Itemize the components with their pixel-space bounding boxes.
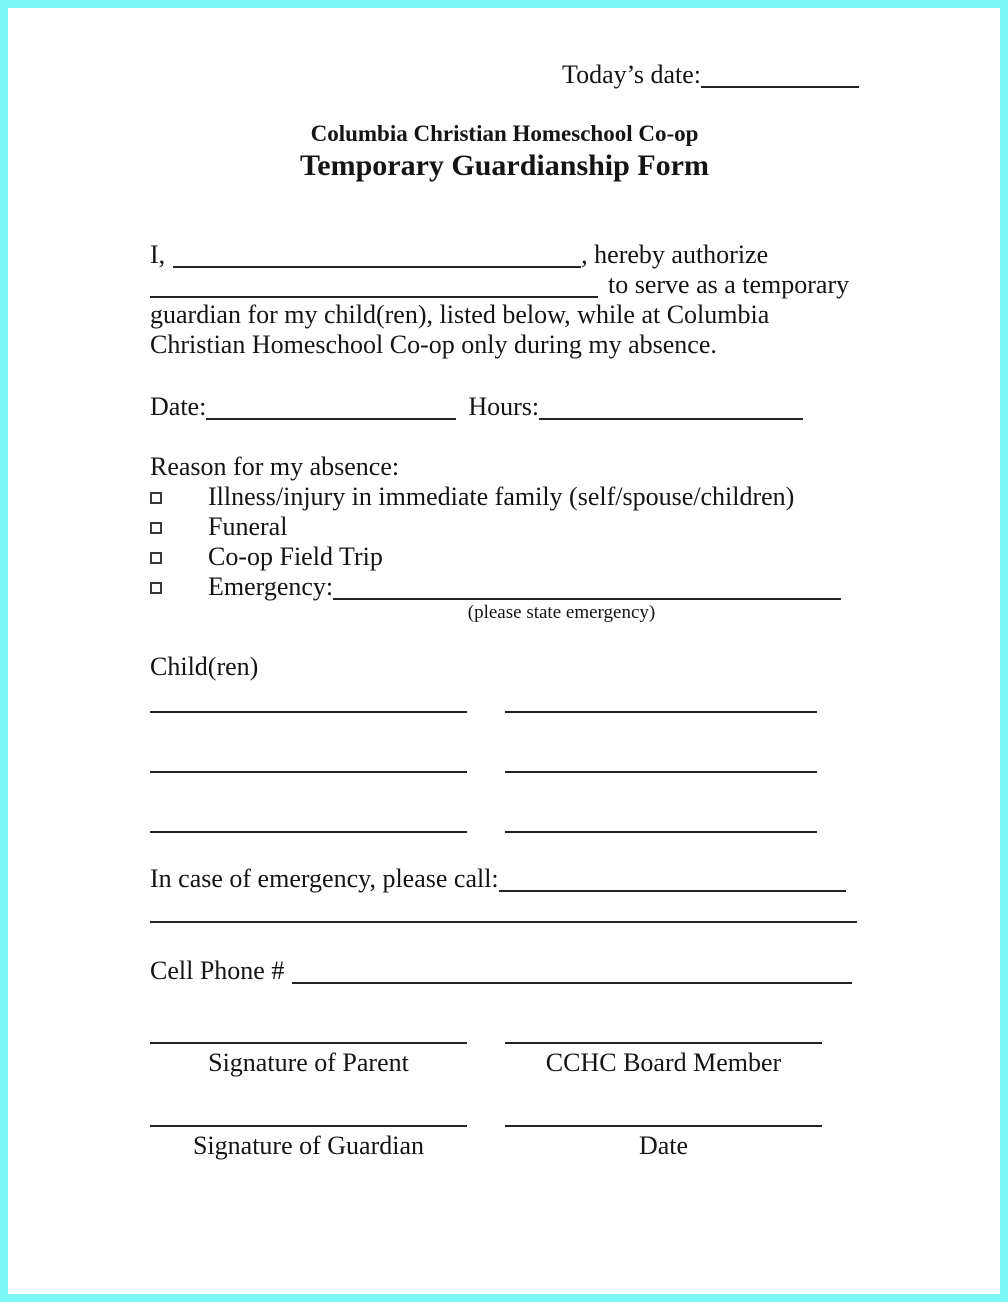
reason-option-funeral: [150, 512, 859, 542]
child-name-field-4[interactable]: [505, 770, 817, 773]
guardian-signature-col: [150, 1124, 467, 1161]
emergency-call-label: In case of emergency, please call:: [150, 864, 499, 893]
parent-name-field[interactable]: [173, 265, 581, 268]
date-label: Date:: [150, 392, 207, 421]
emergency-call-field-continued[interactable]: [150, 920, 857, 923]
checkbox-emergency[interactable]: [150, 582, 162, 594]
parent-signature-label: Signature of Parent: [208, 1048, 409, 1077]
org-title: Columbia Christian Homeschool Co-op: [310, 121, 699, 146]
checkbox-fieldtrip[interactable]: [150, 552, 162, 564]
emergency-description-field[interactable]: [333, 597, 841, 600]
date-field[interactable]: [206, 417, 456, 420]
reason-option-emergency-label: Emergency:: [208, 572, 334, 601]
date-signature-col: [505, 1124, 822, 1161]
child-name-field-5[interactable]: [150, 830, 467, 833]
cell-phone-field[interactable]: [292, 981, 852, 984]
guardian-signature-field[interactable]: [150, 1124, 467, 1127]
guardian-signature-label: Signature of Guardian: [192, 1131, 425, 1160]
cell-phone-row: [150, 956, 859, 986]
signature-row-2: [150, 1124, 859, 1161]
child-name-row: [150, 830, 859, 833]
checkbox-illness[interactable]: [150, 492, 162, 504]
reason-heading: Reason for my absence:: [150, 452, 400, 481]
hours-label: Hours:: [468, 392, 540, 421]
board-member-field[interactable]: [505, 1041, 822, 1044]
reason-option-fieldtrip-label: Co-op Field Trip: [208, 542, 383, 571]
cell-phone-label: Cell Phone #: [150, 956, 285, 985]
children-heading: Child(ren): [150, 652, 259, 681]
child-name-field-6[interactable]: [505, 830, 817, 833]
authorization-line-4: Christian Homeschool Co-op only during my absence.: [150, 330, 717, 359]
date-hours-row: [150, 392, 859, 422]
todays-date-field[interactable]: [701, 85, 859, 88]
authorization-suffix-1: , hereby authorize: [581, 240, 769, 269]
emergency-call-row: [150, 864, 859, 894]
child-name-field-1[interactable]: [150, 710, 467, 713]
reason-option-fieldtrip: [150, 542, 859, 572]
authorization-suffix-2: to serve as a temporary: [608, 270, 850, 299]
board-member-col: [505, 1041, 822, 1078]
child-name-row: [150, 770, 859, 773]
parent-signature-field[interactable]: [150, 1041, 467, 1044]
emergency-hint: (please state emergency): [467, 602, 656, 623]
authorization-paragraph: [150, 240, 859, 360]
board-member-label: CCHC Board Member: [545, 1048, 782, 1077]
signature-date-label: Date: [638, 1131, 689, 1160]
emergency-call-field[interactable]: [499, 889, 846, 892]
child-name-row: [150, 710, 859, 713]
authorization-line-2: [150, 270, 859, 300]
guardian-name-field[interactable]: [150, 295, 598, 298]
authorization-line-3: guardian for my child(ren), listed below, while at Columbia: [150, 300, 770, 329]
child-name-field-2[interactable]: [505, 710, 817, 713]
form-title: Temporary Guardianship Form: [300, 149, 709, 182]
child-name-field-3[interactable]: [150, 770, 467, 773]
authorization-line-1: [150, 240, 859, 270]
authorization-prefix: I,: [150, 240, 166, 269]
signature-row-1: [150, 1041, 859, 1078]
reason-option-emergency: [150, 572, 859, 602]
reason-option-illness-label: Illness/injury in immediate family (self/spouse/children): [208, 482, 795, 511]
reason-option-illness: [150, 482, 859, 512]
todays-date-label: Today’s date:: [562, 60, 701, 89]
hours-field[interactable]: [539, 417, 803, 420]
todays-date-row: [150, 60, 859, 90]
reason-option-funeral-label: Funeral: [208, 512, 288, 541]
signature-date-field[interactable]: [505, 1124, 822, 1127]
form-content: [150, 60, 859, 1161]
checkbox-funeral[interactable]: [150, 522, 162, 534]
parent-signature-col: [150, 1041, 467, 1078]
